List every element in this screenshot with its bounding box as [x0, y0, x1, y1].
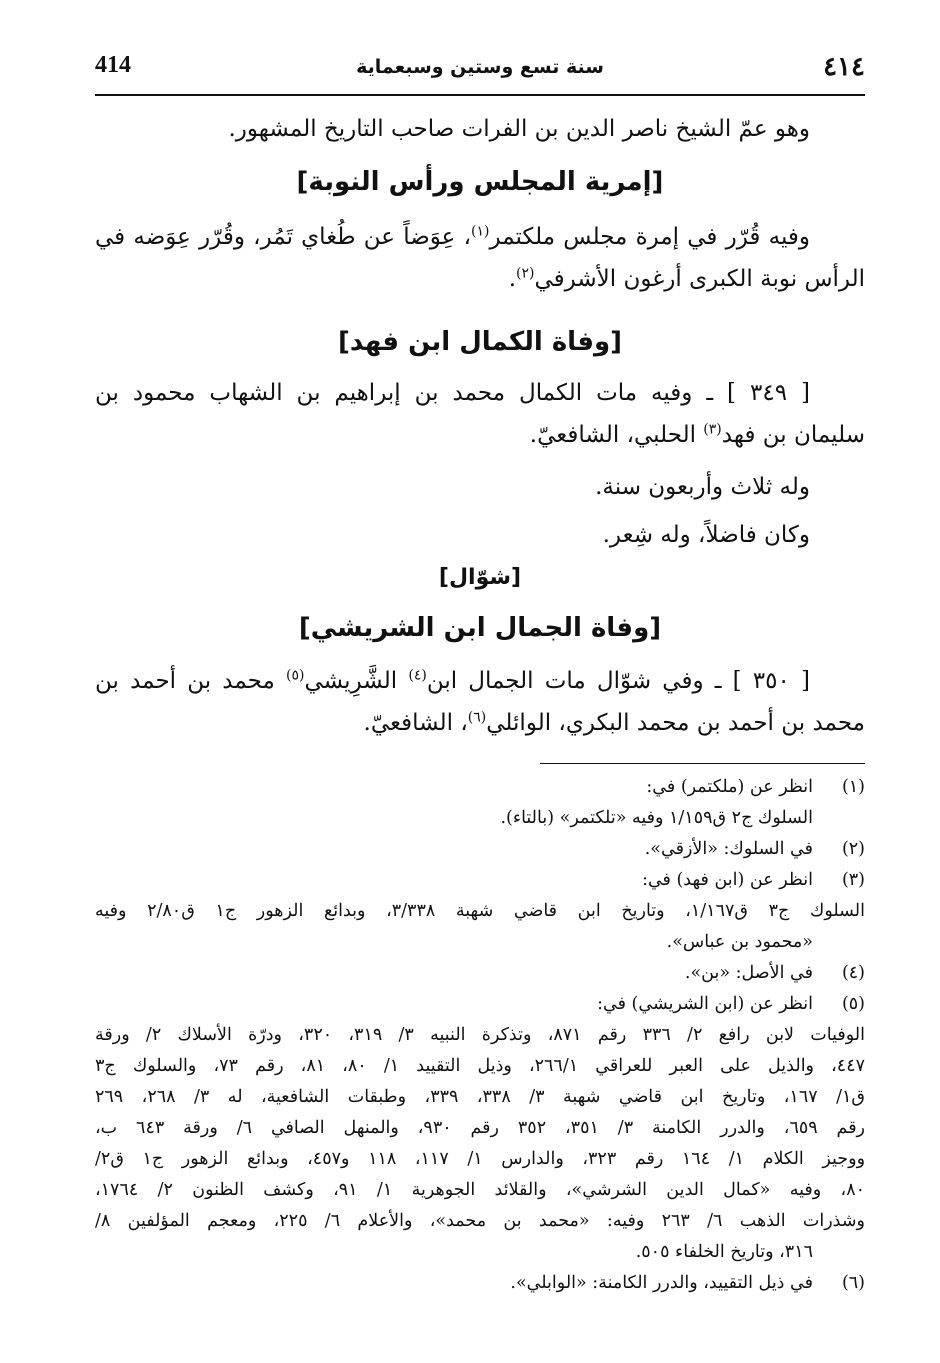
entry-349 — [95, 372, 865, 456]
footnote-ref-3[interactable]: (٣) — [703, 421, 722, 438]
footnotes — [95, 772, 865, 1299]
entry-349-line-1: [ ٣٤٩ ] ـ وفيه مات الكمال محمد بن إبراهيم بن الشهاب محمود بن — [95, 380, 810, 406]
footnote-2: (٢) في السلوك: «الأزقي». — [95, 834, 865, 865]
footnote-ref-1[interactable]: (١) — [471, 223, 490, 240]
entry-350-line-1: [ ٣٥٠ ] ـ وفي شوّال مات الجمال ابن$^{(٤)}$ الشَّرِيشي$^{(٥)}$ محمد بن أحمد بن — [95, 667, 811, 694]
entry-350-line-2: محمد بن أحمد بن محمد البكري، الوائلي$^{(٦)}$، الشافعيّ. — [363, 709, 865, 736]
entry-349-line-2: سليمان بن فهد$^{(٣)}$ الحلبي، الشافعيّ. — [529, 421, 865, 448]
footnote-6: (٦) في ذيل التقييد، والدرر الكامنة: «الوابلي». — [95, 1268, 865, 1299]
footnote-1: (١) انظر عن (ملكتمر) في: السلوك ج٢ ق١/١٥٩ وفيه «تلكتمر» (بالتاء). — [95, 772, 865, 834]
running-header — [95, 52, 865, 92]
entry-350 — [95, 660, 865, 744]
footnote-number: (٣) — [841, 870, 865, 890]
footnote-3: (٣) انظر عن (ابن فهد) في: السلوك ج٣ ق١/١٦٧، وتاريخ ابن قاضي شهبة ٣/٣٣٨، وبدائع الزهور ج١ ق٢/٨٠ وفيه «محمود بن عباس». — [95, 865, 865, 958]
footnote-ref-6[interactable]: (٦) — [467, 709, 487, 726]
section-heading: [وفاة الجمال ابن الشريشي] — [298, 613, 662, 643]
section1-line-1: وفيه قُرّر في إمرة مجلس ملكتمر$^{(١)}$، عِوَضاً عن طُغاي تَمُر، وقُرّر عِوَضه في — [95, 223, 810, 250]
month-heading: [شوّال] — [438, 565, 522, 590]
running-title: سنة تسع وستين وسبعماية — [356, 56, 604, 78]
footnote-number: (٤) — [841, 963, 865, 983]
footnote-number: (٦) — [841, 1273, 865, 1293]
entry-349-line-3: وله ثلاث وأربعون سنة. — [595, 474, 810, 500]
section-heading-ibn-fahd — [95, 320, 865, 364]
page-number-arabic: ٤١٤ — [823, 52, 865, 82]
footnote-4: (٤) في الأصل: «بن». — [95, 958, 865, 989]
entry-349-virtue — [95, 514, 865, 556]
section1-line-2: الرأس نوبة الكبرى أرغون الأشرفي$^{(٢)}$. — [508, 265, 865, 292]
intro-line: وهو عمّ الشيخ ناصر الدين بن الفرات صاحب التاريخ المشهور. — [228, 116, 810, 142]
month-heading-shawwal — [95, 560, 865, 596]
section-heading: [وفاة الكمال ابن فهد] — [337, 327, 623, 357]
footnote-5: (٥) انظر عن (ابن الشريشي) في: الوفيات لابن رافع ٢/ ٣٣٦ رقم ٨٧١، وتذكرة النبيه ٣/ ٣١٩، ٣٢٠، ودرّة الأسلاك ٢/ ورقة ٤٤٧، والذيل على العبر للعراقي ٢٦٦/١، وذيل التقييد ١/ ٨٠، ٨١، رقم ٧٣، والسلوك ج٣ ق١/ ١٦٧، وتاريخ ابن قاضي شهبة ٣/ ٣٣٨، ٣٣٩، وطبقات الشافعية، له ٣/ ٢٦٨، ٢٦٩ رقم ٦٥٩، والدرر الكامنة ٣/ ٣٥١، ٣٥٢ رقم ٩٣٠، والمنهل الصافي ٦/ ورقة ٦٤٣ ب، ووجيز الكلام ١/ ١٦٤ رقم ٣٢٣، والدارس ١/ ١١٧، ١١٨ و٤٥٧، وبدائع الزهور ج١ ق٢/ ٨٠، وفيه «كمال الدين الشرشي»، والقلائد الجوهرية ١/ ٩١، وكشف الظنون ٢/ ١٧٦٤، وشذرات الذهب ٦/ ٢٦٣ وفيه: «محمد بن محمد»، والأعلام ٦/ ٢٢٥، ومعجم المؤلفين ٨/ ٣١٦، وتاريخ الخلفاء ٥٠٥. — [95, 989, 865, 1268]
entry-349-line-4: وكان فاضلاً، وله شِعر. — [602, 522, 810, 548]
section-heading-majlis — [95, 160, 865, 204]
footnote-number: (٢) — [841, 839, 865, 859]
footnote-ref-5[interactable]: (٥) — [286, 667, 305, 684]
footnote-number: (٥) — [841, 994, 865, 1014]
page-number-latin: 414 — [95, 52, 131, 78]
section-heading-sharishi — [95, 606, 865, 650]
entry-349-age — [95, 466, 865, 508]
footnote-rule — [540, 763, 865, 764]
footnote-number: (١) — [841, 777, 865, 797]
section-heading: [إمرية المجلس ورأس النوبة] — [296, 167, 664, 197]
header-rule — [95, 94, 865, 96]
section1-paragraph — [95, 216, 865, 300]
footnote-ref-2[interactable]: (٢) — [516, 265, 535, 282]
intro-paragraph — [95, 108, 865, 150]
footnote-ref-4[interactable]: (٤) — [408, 667, 427, 684]
